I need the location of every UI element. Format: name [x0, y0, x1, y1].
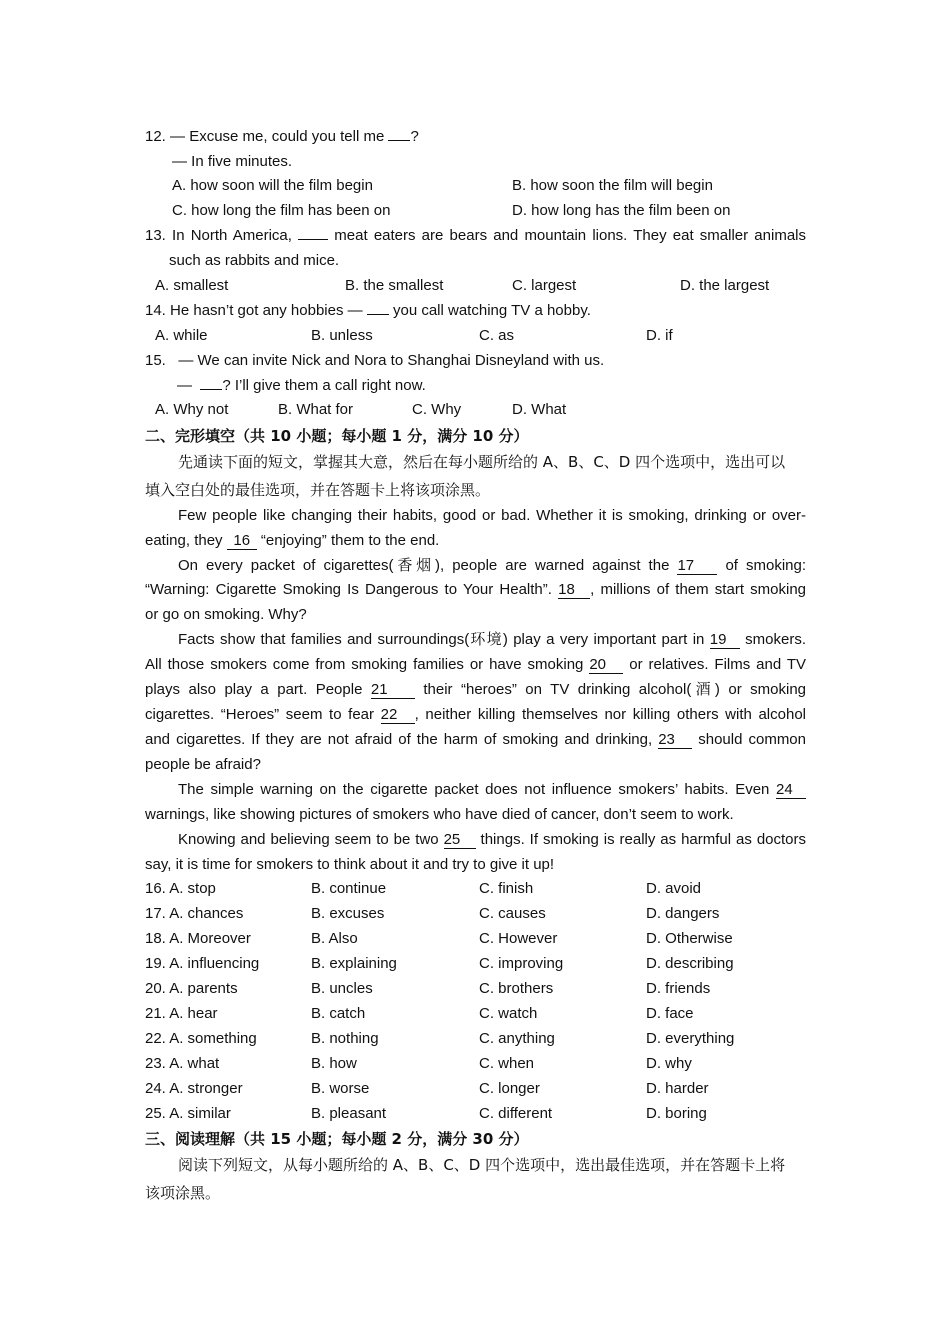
passage-p3-line1	[178, 630, 806, 650]
passage-p4-line1	[178, 780, 806, 800]
q15-option-d[interactable]: D. What	[512, 401, 567, 418]
q12-number: 12.	[145, 128, 166, 145]
cloze-q25-option-c[interactable]: C. different	[479, 1105, 553, 1122]
q15-blank[interactable]	[200, 389, 222, 390]
q15-option-a[interactable]: A. Why not	[155, 401, 229, 418]
cloze-q19-option-b[interactable]: B. explaining	[311, 955, 397, 972]
q15-line1: — We can invite Nick and Nora to Shanghai Disneyland with us.	[178, 352, 605, 369]
blank-17[interactable]: 17	[677, 558, 717, 575]
section2-instruction-2: 填入空白处的最佳选项，并在答题卡上将该项涂黑。	[145, 481, 491, 499]
cloze-q22-option-a[interactable]: 22. A. something	[145, 1030, 257, 1047]
cloze-q24-option-c[interactable]: C. longer	[479, 1080, 540, 1097]
passage-p3-line2	[145, 655, 806, 675]
q12-option-b[interactable]: B. how soon the film will begin	[512, 177, 713, 194]
passage-p1-line2	[145, 531, 439, 551]
passage-p3-line4	[145, 705, 806, 725]
passage-text: On every packet of cigarettes(香烟), people are warned against the	[178, 557, 670, 574]
passage-text: or relatives. Films and TV	[629, 656, 807, 673]
cloze-q22-option-d[interactable]: D. everything	[646, 1030, 735, 1047]
q14-option-c[interactable]: C. as	[479, 327, 515, 344]
q15-dash: —	[177, 377, 192, 394]
cloze-q25-option-b[interactable]: B. pleasant	[311, 1105, 387, 1122]
q13-option-d[interactable]: D. the largest	[680, 277, 770, 294]
q12-reply: — In five minutes.	[172, 153, 293, 170]
passage-text: , neither killing themselves nor killing others with alcohol	[414, 706, 806, 723]
blank-20[interactable]: 20	[589, 657, 623, 674]
cloze-q17-option-d[interactable]: D. dangers	[646, 905, 720, 922]
passage-text: things. If smoking is really as harmful as doctors	[480, 831, 807, 848]
passage-p2-line3: or go on smoking. Why?	[145, 606, 307, 623]
passage-text: smokers.	[745, 631, 806, 648]
q15-option-b[interactable]: B. What for	[278, 401, 354, 418]
cloze-q16-option-d[interactable]: D. avoid	[646, 880, 702, 897]
passage-p5-line1	[178, 830, 806, 850]
section2-heading: 二、完形填空（共 10 小题；每小题 1 分，满分 10 分）	[145, 427, 529, 445]
passage-text: “enjoying” them to the end.	[260, 532, 440, 549]
q13-option-b[interactable]: B. the smallest	[345, 277, 444, 294]
q13-stem-text-2: meat eaters are bears and mountain lions. They eat smaller animals	[334, 227, 806, 244]
blank-25[interactable]: 25	[444, 832, 476, 849]
q13-stem-text: 13. In North America,	[145, 227, 292, 244]
passage-text: The simple warning on the cigarette packet does not influence smokers’ habits. Even	[178, 781, 770, 798]
passage-text: Facts show that families and surroundings(环境) play a very important part in	[178, 631, 705, 648]
passage-text: eating, they	[145, 532, 223, 549]
q14-stem	[145, 301, 591, 321]
cloze-q20-option-d[interactable]: D. friends	[646, 980, 711, 997]
q13-stem	[145, 226, 806, 246]
cloze-q23-option-c[interactable]: C. when	[479, 1055, 535, 1072]
cloze-q19-option-c[interactable]: C. improving	[479, 955, 564, 972]
q12-stem-text: Excuse me, could you tell me	[189, 128, 385, 145]
cloze-q21-option-b[interactable]: B. catch	[311, 1005, 366, 1022]
cloze-q22-option-c[interactable]: C. anything	[479, 1030, 555, 1047]
cloze-q24-option-a[interactable]: 24. A. stronger	[145, 1080, 243, 1097]
cloze-q21-option-d[interactable]: D. face	[646, 1005, 694, 1022]
q13-blank[interactable]	[298, 239, 328, 240]
q12-option-a[interactable]: A. how soon will the film begin	[172, 177, 373, 194]
cloze-q17-option-a[interactable]: 17. A. chances	[145, 905, 244, 922]
cloze-q18-option-b[interactable]: B. Also	[311, 930, 358, 947]
passage-text: their “heroes” on TV drinking alcohol(酒) or smoking	[423, 681, 807, 698]
cloze-q23-option-a[interactable]: 23. A. what	[145, 1055, 220, 1072]
passage-p1-line1: Few people like changing their habits, good or bad. Whether it is smoking, drinking or over-	[178, 507, 806, 524]
q13-option-a[interactable]: A. smallest	[155, 277, 229, 294]
q14-option-d[interactable]: D. if	[646, 327, 673, 344]
cloze-q16-option-b[interactable]: B. continue	[311, 880, 387, 897]
q12-stem-end: ?	[410, 128, 419, 145]
passage-text: “Warning: Cigarette Smoking Is Dangerous to Your Health”.	[145, 581, 552, 598]
q12-blank[interactable]	[388, 140, 410, 141]
passage-text: , millions of them start smoking	[590, 581, 806, 598]
section2-instruction-1: 先通读下面的短文，掌握其大意，然后在每小题所给的 A、B、C、D 四个选项中，选出可以	[178, 453, 786, 471]
passage-text: plays also play a part. People	[145, 681, 363, 698]
cloze-q25-option-d[interactable]: D. boring	[646, 1105, 707, 1122]
q15-option-c[interactable]: C. Why	[412, 401, 462, 418]
cloze-q19-option-a[interactable]: 19. A. influencing	[145, 955, 260, 972]
passage-p4-line2: warnings, like showing pictures of smokers who have died of cancer, don’t seem to work.	[145, 806, 734, 823]
q12-option-d[interactable]: D. how long has the film been on	[512, 202, 731, 219]
q14-stem-text-2: you call watching TV a hobby.	[392, 302, 591, 319]
cloze-q18-option-d[interactable]: D. Otherwise	[646, 930, 733, 947]
q14-blank[interactable]	[367, 314, 389, 315]
blank-22[interactable]: 22	[381, 707, 415, 724]
blank-24[interactable]: 24	[776, 782, 806, 799]
blank-21[interactable]: 21	[371, 682, 415, 699]
blank-18[interactable]: 18	[558, 582, 590, 599]
passage-text: Knowing and believing seem to be two	[178, 831, 439, 848]
cloze-q19-option-d[interactable]: D. describing	[646, 955, 734, 972]
passage-text: of smoking:	[725, 557, 807, 574]
q13-option-c[interactable]: C. largest	[512, 277, 577, 294]
cloze-q20-option-b[interactable]: B. uncles	[311, 980, 373, 997]
section3-instruction-2: 该项涂黑。	[145, 1184, 221, 1202]
passage-text: should common	[698, 731, 806, 748]
q15-number: 15.	[145, 352, 166, 369]
q15-reply	[177, 376, 426, 396]
q12-option-c[interactable]: C. how long the film has been on	[172, 202, 391, 219]
cloze-q21-option-a[interactable]: 21. A. hear	[145, 1005, 218, 1022]
passage-p3-line5	[145, 730, 806, 750]
blank-19[interactable]: 19	[710, 632, 740, 649]
q15-reply-text: ? I’ll give them a call right now.	[222, 377, 426, 394]
cloze-q16-option-c[interactable]: C. finish	[479, 880, 534, 897]
cloze-q23-option-b[interactable]: B. how	[311, 1055, 357, 1072]
passage-p3-line6: people be afraid?	[145, 756, 261, 773]
cloze-q18-option-c[interactable]: C. However	[479, 930, 558, 947]
passage-p2-line1	[178, 556, 806, 576]
passage-p3-line3	[145, 680, 806, 700]
cloze-q23-option-d[interactable]: D. why	[646, 1055, 692, 1072]
passage-p5-line2: say, it is time for smokers to think about it and try to give it up!	[145, 856, 555, 873]
cloze-q20-option-c[interactable]: C. brothers	[479, 980, 554, 997]
q15-stem	[145, 351, 604, 371]
cloze-q25-option-a[interactable]: 25. A. similar	[145, 1105, 231, 1122]
cloze-q18-option-a[interactable]: 18. A. Moreover	[145, 930, 251, 947]
section3-instruction-1: 阅读下列短文，从每小题所给的 A、B、C、D 四个选项中，选出最佳选项，并在答题卡上将	[178, 1156, 786, 1174]
passage-p2-line2	[145, 580, 806, 600]
blank-16[interactable]: 16	[227, 533, 257, 550]
cloze-q21-option-c[interactable]: C. watch	[479, 1005, 538, 1022]
cloze-q20-option-a[interactable]: 20. A. parents	[145, 980, 238, 997]
q14-stem-text: 14. He hasn’t got any hobbies —	[145, 302, 363, 319]
blank-23[interactable]: 23	[658, 732, 692, 749]
q14-option-a[interactable]: A. while	[155, 327, 208, 344]
passage-text: and cigarettes. If they are not afraid of the harm of smoking and drinking,	[145, 731, 653, 748]
cloze-q16-option-a[interactable]: 16. A. stop	[145, 880, 216, 897]
q13-stem-cont: such as rabbits and mice.	[169, 252, 340, 269]
q12-dash: —	[170, 128, 186, 145]
q14-option-b[interactable]: B. unless	[311, 327, 373, 344]
passage-text: All those smokers come from smoking families or have smoking	[145, 656, 584, 673]
section3-heading: 三、阅读理解（共 15 小题；每小题 2 分，满分 30 分）	[145, 1130, 529, 1148]
cloze-q22-option-b[interactable]: B. nothing	[311, 1030, 379, 1047]
q12-stem	[145, 127, 419, 147]
passage-text: cigarettes. “Heroes” seem to fear	[145, 706, 375, 723]
cloze-q17-option-b[interactable]: B. excuses	[311, 905, 385, 922]
cloze-q24-option-b[interactable]: B. worse	[311, 1080, 370, 1097]
cloze-q17-option-c[interactable]: C. causes	[479, 905, 546, 922]
cloze-q24-option-d[interactable]: D. harder	[646, 1080, 709, 1097]
